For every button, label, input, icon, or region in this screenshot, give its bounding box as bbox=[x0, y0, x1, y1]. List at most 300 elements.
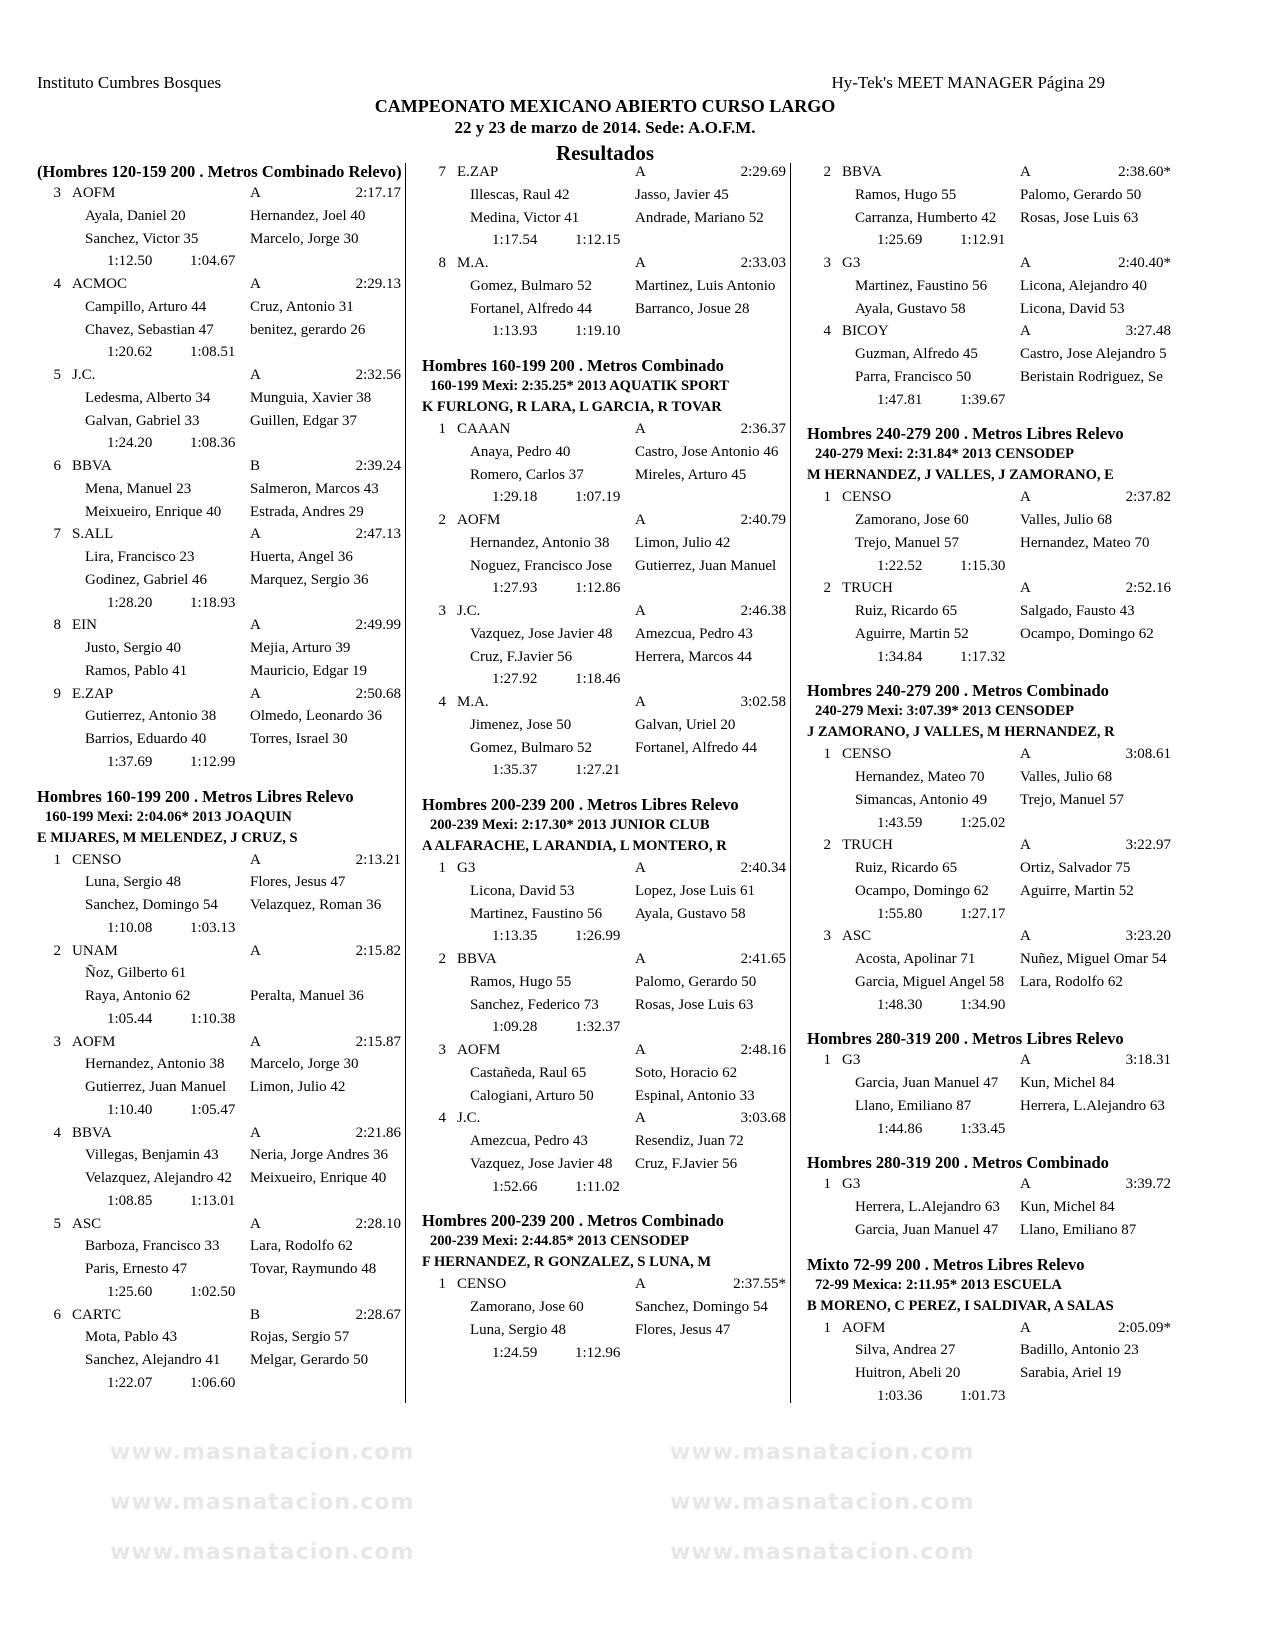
place: 5 bbox=[53, 1215, 61, 1232]
splits-row bbox=[422, 1016, 794, 1039]
swimmers-row bbox=[807, 948, 1179, 971]
result-row bbox=[422, 252, 794, 275]
place: 2 bbox=[438, 951, 446, 967]
swimmers-row bbox=[37, 894, 409, 917]
swimmers-row bbox=[37, 1326, 409, 1349]
swimmer: Ledesma, Alberto 34 bbox=[85, 389, 211, 406]
final-time: 2:47.13 bbox=[355, 526, 401, 543]
swimmers-row bbox=[807, 1219, 1179, 1242]
swimmer: Hernandez, Mateo 70 bbox=[1020, 534, 1150, 551]
swimmers-row bbox=[807, 275, 1179, 298]
team-name: G3 bbox=[842, 255, 861, 271]
swimmer: Andrade, Mariano 52 bbox=[635, 209, 764, 226]
split-time: 1:12.50 bbox=[107, 253, 153, 270]
results-column-3 bbox=[807, 161, 1179, 1408]
swimmer: Palomo, Gerardo 50 bbox=[635, 973, 757, 990]
swimmer: Ruiz, Ricardo 65 bbox=[855, 860, 958, 876]
record-holders: K FURLONG, R LARA, L GARCIA, R TOVAR bbox=[422, 399, 722, 415]
place: 2 bbox=[823, 837, 831, 854]
swimmers-row bbox=[807, 600, 1179, 623]
swimmer: Campillo, Arturo 44 bbox=[85, 298, 207, 315]
split-time: 1:27.93 bbox=[492, 580, 538, 597]
swimmers-row bbox=[422, 623, 794, 646]
result-row bbox=[37, 1031, 409, 1054]
team-name: AOFM bbox=[842, 1319, 886, 1336]
swimmer: Llano, Emiliano 87 bbox=[855, 1097, 972, 1114]
swimmers-row bbox=[422, 903, 794, 926]
swimmers-row bbox=[422, 994, 794, 1017]
split-time: 1:33.45 bbox=[960, 1120, 1006, 1137]
swimmer: Marquez, Sergio 36 bbox=[250, 571, 369, 588]
swimmer: Lara, Rodolfo 62 bbox=[1020, 973, 1123, 990]
team-name: ASC bbox=[72, 1215, 102, 1232]
split-time: 1:20.62 bbox=[107, 344, 153, 361]
team-name: J.C. bbox=[457, 1110, 481, 1127]
result-row bbox=[422, 857, 794, 880]
relay-letter: A bbox=[635, 255, 646, 271]
swimmer: Mena, Manuel 23 bbox=[85, 480, 192, 497]
relay-letter: A bbox=[250, 185, 261, 201]
final-time: 2:40.34 bbox=[740, 860, 786, 876]
swimmer: Vazquez, Jose Javier 48 bbox=[470, 625, 613, 642]
swimmer: Amezcua, Pedro 43 bbox=[635, 625, 753, 642]
result-row bbox=[37, 849, 409, 872]
swimmer: Garcia, Miguel Angel 58 bbox=[855, 973, 1005, 990]
team-name: CENSO bbox=[842, 746, 892, 763]
team-name: BBVA bbox=[72, 458, 112, 474]
final-time: 3:39.72 bbox=[1125, 1176, 1171, 1193]
split-time: 1:05.47 bbox=[190, 1101, 236, 1118]
results-heading: Resultados bbox=[555, 141, 655, 165]
team-name: S.ALL bbox=[72, 526, 114, 543]
final-time: 2:41.65 bbox=[740, 951, 786, 967]
split-time: 1:18.93 bbox=[190, 594, 236, 611]
split-time: 1:08.51 bbox=[190, 344, 236, 361]
swimmer: Trejo, Manuel 57 bbox=[855, 534, 960, 551]
result-row bbox=[807, 743, 1179, 766]
swimmer: Limon, Julio 42 bbox=[635, 534, 731, 551]
split-time: 1:17.32 bbox=[960, 648, 1006, 665]
place: 2 bbox=[823, 580, 831, 597]
final-time: 2:33.03 bbox=[740, 255, 786, 271]
watermark: www.masnatacion.com bbox=[670, 1540, 975, 1565]
splits-row bbox=[422, 229, 794, 252]
relay-letter: A bbox=[250, 617, 261, 634]
splits-row bbox=[422, 668, 794, 691]
swimmer: Melgar, Gerardo 50 bbox=[250, 1352, 369, 1368]
split-time: 1:27.17 bbox=[960, 905, 1006, 922]
relay-letter: A bbox=[250, 1033, 261, 1050]
swimmers-row bbox=[422, 275, 794, 298]
team-name: CENSO bbox=[842, 489, 892, 506]
swimmer: Vazquez, Jose Javier 48 bbox=[470, 1155, 613, 1172]
result-row bbox=[422, 509, 794, 532]
final-time: 2:50.68 bbox=[355, 685, 401, 702]
event-heading: Hombres 200-239 200 . Metros Libres Relevo bbox=[422, 795, 739, 814]
relay-letter: A bbox=[1020, 255, 1031, 271]
swimmer: Neria, Jorge Andres 36 bbox=[250, 1147, 389, 1164]
swimmer: Huitron, Abeli 20 bbox=[855, 1365, 961, 1381]
splits-row bbox=[422, 320, 794, 343]
swimmer: Ayala, Daniel 20 bbox=[85, 207, 186, 224]
swimmers-row bbox=[807, 532, 1179, 555]
split-time: 1:37.69 bbox=[107, 753, 153, 770]
result-row bbox=[807, 925, 1179, 948]
swimmer: Godinez, Gabriel 46 bbox=[85, 571, 208, 588]
place: 1 bbox=[438, 860, 446, 876]
swimmers-row bbox=[37, 1235, 409, 1258]
swimmers-row bbox=[422, 1085, 794, 1108]
result-row bbox=[37, 1213, 409, 1236]
place: 1 bbox=[823, 746, 831, 763]
swimmers-row bbox=[807, 298, 1179, 321]
team-name: G3 bbox=[457, 860, 476, 876]
organization-name: Instituto Cumbres Bosques bbox=[37, 73, 222, 92]
event-heading: Hombres 240-279 200 . Metros Libres Relevo bbox=[807, 424, 1124, 444]
result-row bbox=[807, 577, 1179, 600]
swimmer: Illescas, Raul 42 bbox=[470, 186, 570, 203]
result-row bbox=[807, 486, 1179, 509]
swimmer: Cruz, Antonio 31 bbox=[250, 298, 354, 315]
swimmer: Aguirre, Martin 52 bbox=[855, 625, 969, 642]
swimmers-row bbox=[807, 207, 1179, 230]
split-time: 1:09.28 bbox=[492, 1019, 538, 1036]
team-name: EIN bbox=[72, 617, 97, 634]
swimmer: Herrera, L.Alejandro 63 bbox=[855, 1199, 1000, 1215]
swimmer: Anaya, Pedro 40 bbox=[470, 443, 571, 460]
swimmer: Trejo, Manuel 57 bbox=[1020, 791, 1125, 808]
split-time: 1:12.86 bbox=[575, 580, 621, 597]
result-row bbox=[807, 1049, 1179, 1072]
team-name: BICOY bbox=[842, 323, 889, 340]
final-time: 3:27.48 bbox=[1125, 323, 1171, 340]
swimmers-row bbox=[37, 478, 409, 501]
swimmer: Ayala, Gustavo 58 bbox=[635, 905, 746, 922]
split-time: 1:22.52 bbox=[877, 557, 923, 574]
swimmer: Mota, Pablo 43 bbox=[85, 1329, 178, 1346]
swimmer: Guzman, Alfredo 45 bbox=[855, 346, 978, 362]
swimmer: Hernandez, Joel 40 bbox=[250, 207, 366, 224]
swimmers-row bbox=[807, 1196, 1179, 1219]
relay-letter: A bbox=[635, 1110, 646, 1127]
event-record: 160-199 Mexi: 2:04.06* 2013 JOAQUIN bbox=[45, 808, 292, 825]
swimmer: Soto, Horacio 62 bbox=[635, 1064, 738, 1081]
place: 3 bbox=[438, 603, 446, 619]
event-heading: Hombres 160-199 200 . Metros Combinado bbox=[422, 356, 724, 375]
swimmer: Fortanel, Alfredo 44 bbox=[635, 739, 758, 756]
final-time: 2:36.37 bbox=[740, 421, 786, 437]
swimmer: Raya, Antonio 62 bbox=[85, 988, 191, 1004]
swimmers-row bbox=[37, 228, 409, 251]
splits-row bbox=[37, 250, 409, 273]
event-heading: Hombres 240-279 200 . Metros Combinado bbox=[807, 681, 1109, 701]
swimmer: Rojas, Sergio 57 bbox=[250, 1329, 350, 1346]
swimmers-row bbox=[422, 441, 794, 464]
swimmer: Acosta, Apolinar 71 bbox=[855, 951, 976, 967]
swimmer: Huerta, Angel 36 bbox=[250, 549, 353, 565]
result-row bbox=[422, 600, 794, 623]
swimmers-row bbox=[807, 971, 1179, 994]
software-page-number: Hy-Tek's MEET MANAGER Página 29 bbox=[831, 73, 1105, 92]
final-time: 3:03.68 bbox=[740, 1110, 786, 1127]
swimmers-row bbox=[807, 1362, 1179, 1385]
team-name: E.ZAP bbox=[457, 164, 499, 180]
final-time: 2:37.55* bbox=[733, 1276, 786, 1293]
swimmers-row bbox=[422, 1296, 794, 1319]
swimmers-row bbox=[422, 737, 794, 760]
relay-letter: A bbox=[635, 603, 646, 619]
results-column-1 bbox=[37, 161, 409, 1395]
splits-row bbox=[37, 917, 409, 940]
swimmer: Garcia, Juan Manuel 47 bbox=[855, 1221, 999, 1238]
swimmer: Velazquez, Roman 36 bbox=[250, 897, 382, 913]
relay-letter: B bbox=[250, 458, 261, 474]
swimmers-row bbox=[37, 410, 409, 433]
event-record: 200-239 Mexi: 2:17.30* 2013 JUNIOR CLUB bbox=[430, 817, 710, 833]
place: 4 bbox=[438, 694, 446, 710]
event-record: 240-279 Mexi: 2:31.84* 2013 CENSODEP bbox=[815, 446, 1074, 463]
result-row bbox=[807, 1173, 1179, 1196]
record-holders: E MIJARES, M MELENDEZ, J CRUZ, S bbox=[37, 829, 298, 846]
final-time: 3:23.20 bbox=[1125, 928, 1171, 945]
swimmers-row bbox=[422, 1062, 794, 1085]
split-time: 1:03.13 bbox=[190, 919, 236, 936]
swimmers-row bbox=[422, 1153, 794, 1176]
swimmers-row bbox=[37, 728, 409, 751]
swimmer: Ocampo, Domingo 62 bbox=[1020, 625, 1154, 642]
final-time: 2:40.40* bbox=[1118, 255, 1171, 271]
place: 4 bbox=[823, 323, 831, 340]
swimmers-row bbox=[422, 184, 794, 207]
team-name: CENSO bbox=[457, 1276, 507, 1293]
watermark: www.masnatacion.com bbox=[110, 1440, 415, 1465]
swimmer: Sanchez, Domingo 54 bbox=[85, 897, 218, 913]
splits-row bbox=[807, 389, 1179, 412]
result-row bbox=[37, 1122, 409, 1145]
swimmer: Valles, Julio 68 bbox=[1020, 512, 1113, 528]
swimmer: Palomo, Gerardo 50 bbox=[1020, 186, 1142, 203]
swimmer: Licona, David 53 bbox=[1020, 300, 1125, 317]
final-time: 3:02.58 bbox=[740, 694, 786, 710]
split-time: 1:34.90 bbox=[960, 996, 1006, 1013]
result-row bbox=[422, 161, 794, 184]
relay-letter: A bbox=[250, 526, 261, 543]
record-holders: J ZAMORANO, J VALLES, M HERNANDEZ, R bbox=[807, 724, 1115, 741]
place: 1 bbox=[438, 1276, 446, 1293]
swimmer: Martinez, Faustino 56 bbox=[855, 277, 988, 294]
swimmer: Ruiz, Ricardo 65 bbox=[855, 603, 958, 619]
split-time: 1:24.59 bbox=[492, 1344, 538, 1361]
team-name: TRUCH bbox=[842, 580, 893, 597]
team-name: J.C. bbox=[72, 367, 96, 383]
swimmer: Hernandez, Mateo 70 bbox=[855, 769, 985, 785]
split-time: 1:10.08 bbox=[107, 919, 153, 936]
split-time: 1:19.10 bbox=[575, 323, 621, 340]
swimmer: Gutierrez, Antonio 38 bbox=[85, 708, 217, 725]
split-time: 1:08.85 bbox=[107, 1192, 153, 1209]
split-time: 1:25.60 bbox=[107, 1283, 153, 1300]
place: 6 bbox=[53, 458, 61, 474]
swimmer: Gomez, Bulmaro 52 bbox=[470, 739, 593, 756]
swimmer: Luna, Sergio 48 bbox=[85, 874, 181, 891]
swimmer: Barboza, Francisco 33 bbox=[85, 1238, 220, 1255]
relay-letter: A bbox=[1020, 164, 1031, 180]
swimmer: Barranco, Josue 28 bbox=[635, 300, 750, 317]
relay-letter: A bbox=[1020, 580, 1031, 597]
result-row bbox=[37, 182, 409, 205]
swimmer: Resendiz, Juan 72 bbox=[635, 1133, 744, 1149]
swimmers-row bbox=[422, 555, 794, 578]
splits-row bbox=[807, 646, 1179, 669]
split-time: 1:10.40 bbox=[107, 1101, 153, 1118]
swimmers-row bbox=[37, 1167, 409, 1190]
swimmers-row bbox=[422, 532, 794, 555]
relay-letter: A bbox=[1020, 323, 1031, 340]
splits-row bbox=[37, 1372, 409, 1395]
swimmer: Licona, Alejandro 40 bbox=[1020, 277, 1148, 294]
swimmer: Licona, David 53 bbox=[470, 882, 575, 899]
swimmer: Munguia, Xavier 38 bbox=[250, 389, 372, 406]
split-time: 1:01.73 bbox=[960, 1387, 1006, 1404]
relay-letter: A bbox=[250, 276, 261, 292]
record-holders: B MORENO, C PEREZ, I SALDIVAR, A SALAS bbox=[807, 1297, 1114, 1314]
splits-row bbox=[807, 555, 1179, 578]
swimmer: Peralta, Manuel 36 bbox=[250, 988, 364, 1004]
swimmers-row bbox=[37, 319, 409, 342]
swimmer: Ramos, Pablo 41 bbox=[85, 662, 188, 679]
swimmers-row bbox=[422, 971, 794, 994]
swimmer: Carranza, Humberto 42 bbox=[855, 209, 997, 226]
swimmers-row bbox=[807, 366, 1179, 389]
swimmers-row bbox=[37, 1349, 409, 1372]
final-time: 3:22.97 bbox=[1125, 837, 1171, 854]
relay-letter: A bbox=[250, 851, 261, 868]
event-heading: Hombres 280-319 200 . Metros Combinado bbox=[807, 1153, 1109, 1173]
swimmers-row bbox=[37, 637, 409, 660]
swimmer: Marcelo, Jorge 30 bbox=[250, 1056, 359, 1073]
split-time: 1:12.96 bbox=[575, 1344, 621, 1361]
swimmer: Sanchez, Alejandro 41 bbox=[85, 1352, 221, 1368]
swimmer: Herrera, L.Alejandro 63 bbox=[1020, 1097, 1165, 1114]
swimmers-row bbox=[37, 660, 409, 683]
place: 2 bbox=[823, 164, 831, 180]
swimmers-row bbox=[37, 205, 409, 228]
relay-letter: A bbox=[635, 512, 646, 528]
swimmers-row bbox=[37, 569, 409, 592]
team-name: BBVA bbox=[842, 164, 882, 180]
swimmer: Salmeron, Marcos 43 bbox=[250, 480, 379, 497]
swimmer: Badillo, Antonio 23 bbox=[1020, 1342, 1139, 1359]
place: 1 bbox=[438, 421, 446, 437]
swimmer: Marcelo, Jorge 30 bbox=[250, 230, 359, 247]
swimmer: Parra, Francisco 50 bbox=[855, 368, 972, 385]
split-time: 1:17.54 bbox=[492, 232, 538, 249]
relay-letter: A bbox=[250, 942, 261, 959]
splits-row bbox=[422, 486, 794, 509]
relay-letter: A bbox=[1020, 837, 1031, 854]
team-name: G3 bbox=[842, 1052, 861, 1069]
swimmers-row bbox=[807, 789, 1179, 812]
swimmer: Espinal, Antonio 33 bbox=[635, 1087, 755, 1104]
place: 1 bbox=[823, 489, 831, 506]
swimmer: Ñoz, Gilberto 61 bbox=[85, 965, 187, 982]
result-row bbox=[422, 691, 794, 714]
splits-row bbox=[422, 759, 794, 782]
place: 7 bbox=[438, 164, 446, 180]
final-time: 2:46.38 bbox=[740, 603, 786, 619]
swimmers-row bbox=[422, 880, 794, 903]
relay-letter: A bbox=[635, 1276, 646, 1293]
swimmer: Flores, Jesus 47 bbox=[250, 874, 346, 891]
swimmer: Simancas, Antonio 49 bbox=[855, 791, 988, 808]
swimmers-row bbox=[422, 1130, 794, 1153]
splits-row bbox=[422, 577, 794, 600]
splits-row bbox=[37, 751, 409, 774]
result-row bbox=[422, 1107, 794, 1130]
place: 3 bbox=[823, 255, 831, 271]
swimmer: Barrios, Eduardo 40 bbox=[85, 731, 207, 747]
team-name: J.C. bbox=[457, 603, 481, 619]
swimmers-row bbox=[422, 298, 794, 321]
place: 5 bbox=[53, 367, 61, 383]
splits-row bbox=[422, 925, 794, 948]
team-name: CARTC bbox=[72, 1306, 122, 1323]
swimmers-row bbox=[37, 501, 409, 524]
swimmers-row bbox=[807, 1095, 1179, 1118]
swimmer: Sanchez, Victor 35 bbox=[85, 230, 199, 247]
swimmer: Castro, Jose Antonio 46 bbox=[635, 443, 779, 460]
swimmer: Paris, Ernesto 47 bbox=[85, 1261, 188, 1277]
meet-title: CAMPEONATO MEXICANO ABIERTO CURSO LARGO bbox=[374, 96, 836, 116]
relay-letter: A bbox=[250, 685, 261, 702]
swimmers-row bbox=[807, 343, 1179, 366]
team-name: BBVA bbox=[457, 951, 497, 967]
result-row bbox=[807, 252, 1179, 275]
team-name: ACMOC bbox=[72, 276, 128, 292]
split-time: 1:52.66 bbox=[492, 1178, 538, 1195]
swimmer: Herrera, Marcos 44 bbox=[635, 648, 753, 665]
record-holders: F HERNANDEZ, R GONZALEZ, S LUNA, M bbox=[422, 1254, 712, 1271]
splits-row bbox=[37, 1281, 409, 1304]
result-row bbox=[807, 1317, 1179, 1340]
place: 2 bbox=[438, 512, 446, 528]
watermark: www.masnatacion.com bbox=[110, 1490, 415, 1515]
swimmers-row bbox=[807, 184, 1179, 207]
swimmers-row bbox=[37, 1053, 409, 1076]
place: 8 bbox=[438, 255, 446, 271]
split-time: 1:13.93 bbox=[492, 323, 538, 340]
result-row bbox=[37, 455, 409, 478]
team-name: AOFM bbox=[72, 185, 116, 201]
relay-letter: A bbox=[250, 1124, 261, 1141]
swimmer: Castro, Jose Alejandro 5 bbox=[1020, 346, 1167, 362]
final-time: 2:49.99 bbox=[355, 617, 401, 634]
swimmers-row bbox=[422, 464, 794, 487]
swimmers-row bbox=[422, 714, 794, 737]
swimmers-row bbox=[422, 1319, 794, 1342]
swimmers-row bbox=[807, 509, 1179, 532]
splits-row bbox=[422, 1176, 794, 1199]
swimmer: Fortanel, Alfredo 44 bbox=[470, 300, 593, 317]
swimmer: Zamorano, Jose 60 bbox=[470, 1299, 584, 1315]
final-time: 2:29.13 bbox=[355, 276, 401, 292]
split-time: 1:07.19 bbox=[575, 489, 621, 506]
swimmers-row bbox=[37, 546, 409, 569]
place: 4 bbox=[53, 276, 61, 292]
place: 4 bbox=[438, 1110, 446, 1127]
swimmers-row bbox=[37, 296, 409, 319]
splits-row bbox=[807, 229, 1179, 252]
